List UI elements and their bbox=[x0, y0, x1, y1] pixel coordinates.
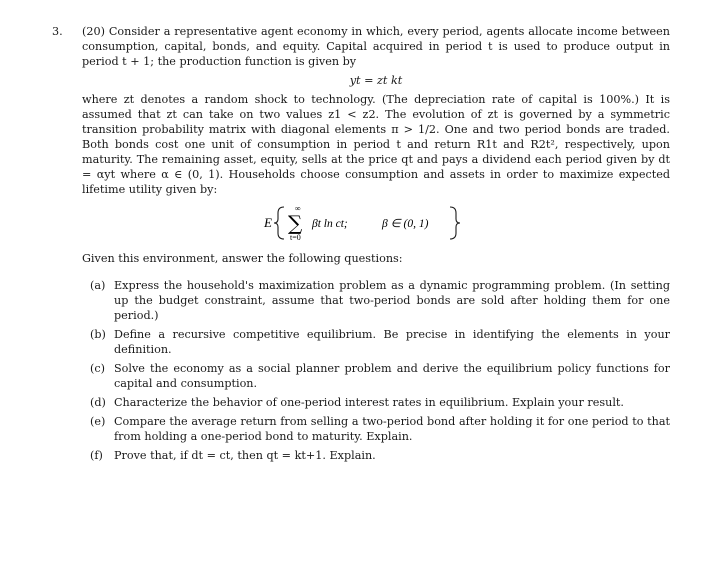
problem-description: where zt denotes a random shock to technology. (The depreciation rate of capital is 100%.) It is assumed that zt can take on two values z1 < z2. The evolution of zt is governed by a symmetric transition probability matrix with diagonal elements π > 1/2. One and two period bonds are traded. Both bonds cost one unit of consumption in period t and return R1t and R2t², respectively, upon maturity. The remaining asset, equity, sells at the price qt and pays a dividend each period given by dt = αyt where α ∈ (0, 1). Households choose consumption and assets in order to maximize expected lifetime utility given by: bbox=[82, 93, 670, 196]
question-item bbox=[90, 361, 670, 391]
question-list bbox=[52, 278, 670, 463]
question-item bbox=[90, 395, 670, 410]
expectation-symbol: E bbox=[264, 215, 272, 230]
utility-equation bbox=[82, 203, 670, 243]
question-item bbox=[90, 448, 670, 463]
right-brace bbox=[450, 207, 460, 239]
discount-condition: β ∈ (0, 1) bbox=[382, 218, 429, 230]
production-equation: yt = zt kt bbox=[349, 74, 403, 87]
question-label: (b) bbox=[90, 328, 106, 341]
question-label: (e) bbox=[90, 415, 106, 428]
question-label: (c) bbox=[90, 362, 105, 375]
question-text: Compare the average return from selling a two-period bond after holding it for one period to that from holding a one-period bond to maturity. Explain. bbox=[114, 415, 670, 443]
problem-intro bbox=[52, 24, 670, 69]
question-item bbox=[90, 278, 670, 323]
question-label: (a) bbox=[90, 279, 106, 292]
utility-formula bbox=[262, 203, 562, 243]
question-item bbox=[90, 414, 670, 444]
question-text: Prove that, if dt = ct, then qt = kt+1. Explain. bbox=[114, 449, 376, 462]
given-text: Given this environment, answer the following questions: bbox=[82, 252, 403, 265]
sum-symbol: ∑ bbox=[288, 211, 303, 235]
problem-intro-text: (20) Consider a representative agent economy in which, every period, agents allocate income between consumption, capital, bonds, and equity. Capital acquired in period t is used to produce output in period t + 1; the production function is given by bbox=[82, 25, 670, 68]
question-text: Solve the economy as a social planner problem and derive the equilibrium policy functions for capital and consumption. bbox=[114, 362, 670, 390]
question-text: Define a recursive competitive equilibrium. Be precise in identifying the elements in your definition. bbox=[114, 328, 670, 356]
sum-lower-limit: t=0 bbox=[290, 233, 301, 242]
question-text: Characterize the behavior of one-period interest rates in equilibrium. Explain your result. bbox=[114, 396, 624, 409]
question-label: (d) bbox=[90, 396, 106, 409]
problem-number: 3. bbox=[52, 25, 63, 38]
problem-page bbox=[52, 24, 670, 467]
question-label: (f) bbox=[90, 449, 103, 462]
left-brace bbox=[274, 207, 284, 239]
sum-upper-limit: ∞ bbox=[295, 204, 301, 213]
question-text: Express the household's maximization problem as a dynamic programming problem. (In setting up the budget constraint, assume that two-period bonds are sold after holding them for one period.) bbox=[114, 279, 670, 322]
utility-term: βt ln ct; bbox=[312, 218, 348, 230]
question-item bbox=[90, 327, 670, 357]
